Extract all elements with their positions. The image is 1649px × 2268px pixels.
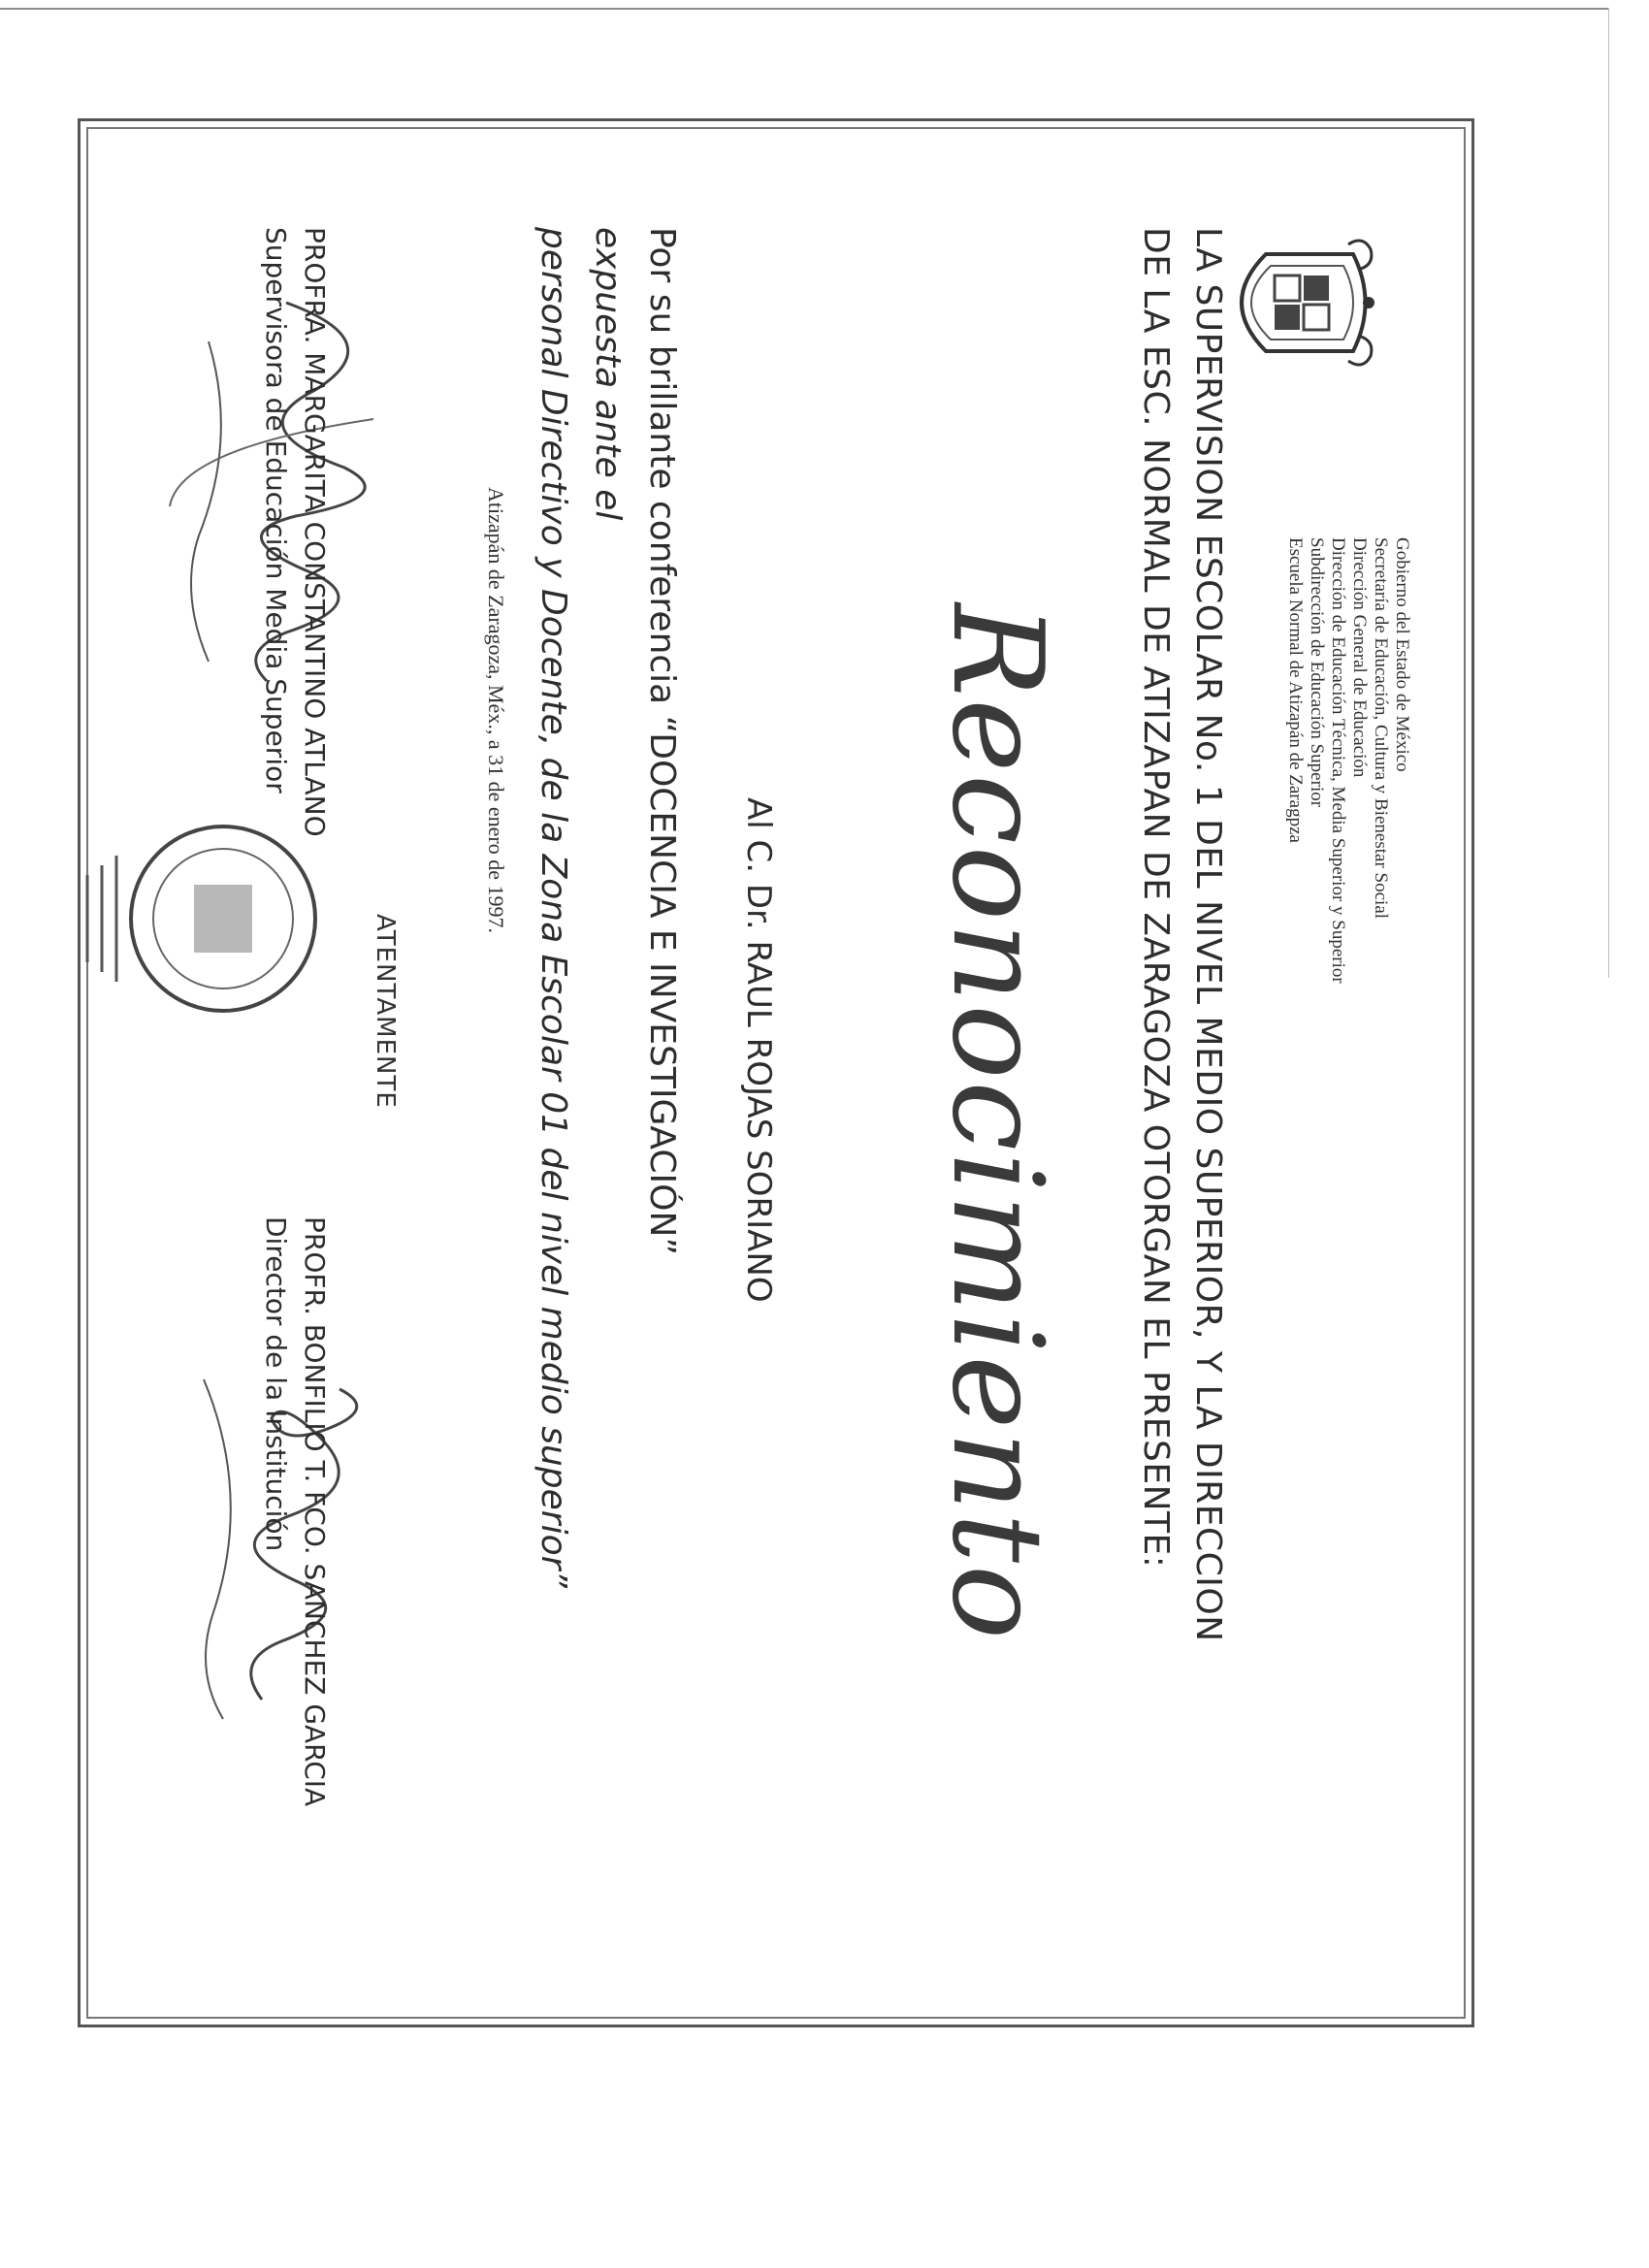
government-header xyxy=(1284,537,1412,1042)
recipient-line: Al C. Dr. RAUL ROJAS SORIANO xyxy=(739,797,778,1303)
certificate-heading xyxy=(1129,227,1234,2022)
body-line-1 xyxy=(580,227,689,1954)
certificate xyxy=(78,118,1474,2027)
gov-line: Secretaría de Educación, Cultura y Bienestar Social xyxy=(1371,537,1391,920)
body-line-2: personal Directivo y Docente, de la Zona Escolar 01 del nivel medio superior” xyxy=(534,227,573,1589)
signatory-right-title: Director de la Institución xyxy=(260,1216,292,1552)
body-line-1-italic: expuesta ante el xyxy=(588,227,628,521)
state-crest-icon xyxy=(1208,235,1382,371)
gov-line: Dirección de Educación Técnica, Media Superior y Superior xyxy=(1328,537,1348,984)
body-line-1-text: Por su brillante conferencia “DOCENCIA E INVESTIGACIÓN” xyxy=(642,227,682,1256)
heading-line: LA SUPERVISION ESCOLAR No. 1 DEL NIVEL MEDIO SUPERIOR, Y LA DIRECCION xyxy=(1188,227,1228,1642)
place-and-date: Atizapán de Zaragoza, Méx., a 31 de enero de 1997. xyxy=(484,487,508,933)
signatory-left-title: Supervisora de Educación Media Superior xyxy=(260,227,292,794)
scan-edge-top xyxy=(0,8,1608,10)
signatory-left xyxy=(256,227,334,925)
signatory-right-name: PROFR. BONFILIO T. FCO. SANCHEZ GARCIA xyxy=(299,1216,331,1807)
signatory-right xyxy=(256,1216,334,1954)
gov-line: Subdirección de Educación Superior xyxy=(1307,537,1327,808)
gov-line: Gobierno del Estado de México xyxy=(1392,537,1412,772)
scan-edge-right xyxy=(1608,8,1609,978)
closing-salutation: ATENTAMENTE xyxy=(371,914,400,1109)
certificate-body xyxy=(526,227,689,1954)
heading-line: DE LA ESC. NORMAL DE ATIZAPAN DE ZARAGOZA OTORGAN EL PRESENTE: xyxy=(1136,227,1176,1569)
gov-line: Escuela Normal de Atizapán de Zaragpza xyxy=(1285,537,1306,843)
certificate-title: Reconocimiento xyxy=(924,603,1069,1641)
gov-line: Dirección General de Educación xyxy=(1349,537,1370,778)
signatory-left-name: PROFRA. MARGARITA CONSTANTINO ATLANO xyxy=(299,227,331,837)
